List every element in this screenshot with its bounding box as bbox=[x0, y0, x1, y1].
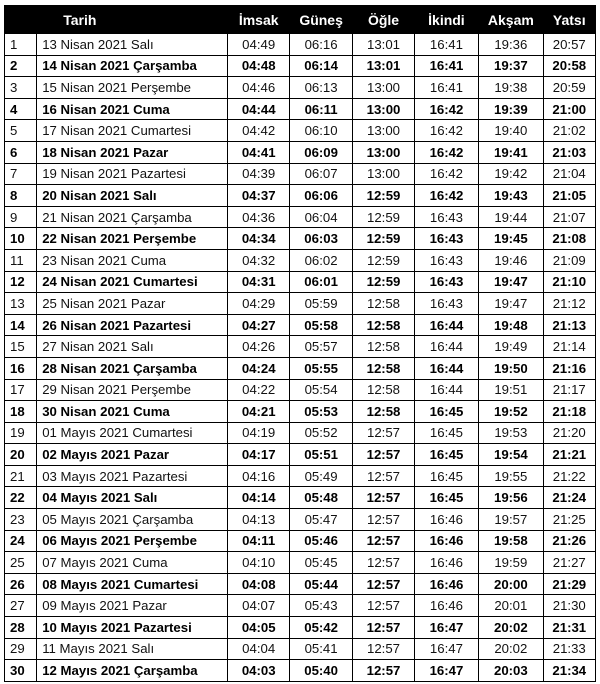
cell-ogle: 12:59 bbox=[353, 206, 414, 228]
cell-date: 14 Nisan 2021 Çarşamba bbox=[37, 55, 228, 77]
cell-imsak: 04:14 bbox=[228, 487, 289, 509]
cell-number: 1 bbox=[5, 34, 37, 56]
table-row bbox=[5, 336, 596, 358]
header-row bbox=[5, 6, 596, 34]
cell-ikindi: 16:44 bbox=[414, 357, 478, 379]
table-row bbox=[5, 401, 596, 423]
cell-number: 4 bbox=[5, 98, 37, 120]
cell-date: 27 Nisan 2021 Salı bbox=[37, 336, 228, 358]
cell-number: 10 bbox=[5, 228, 37, 250]
cell-ikindi: 16:46 bbox=[414, 530, 478, 552]
cell-imsak: 04:34 bbox=[228, 228, 289, 250]
cell-gunes: 05:55 bbox=[289, 357, 352, 379]
cell-date: 03 Mayıs 2021 Pazartesi bbox=[37, 465, 228, 487]
cell-ogle: 12:57 bbox=[353, 638, 414, 660]
cell-ogle: 13:00 bbox=[353, 98, 414, 120]
cell-aksam: 19:57 bbox=[479, 509, 543, 531]
cell-yatsi: 21:02 bbox=[543, 120, 595, 142]
cell-aksam: 19:53 bbox=[479, 422, 543, 444]
table-row bbox=[5, 465, 596, 487]
table-row bbox=[5, 379, 596, 401]
cell-imsak: 04:03 bbox=[228, 660, 289, 682]
cell-number: 22 bbox=[5, 487, 37, 509]
cell-aksam: 19:47 bbox=[479, 271, 543, 293]
cell-imsak: 04:11 bbox=[228, 530, 289, 552]
cell-date: 28 Nisan 2021 Çarşamba bbox=[37, 357, 228, 379]
cell-aksam: 19:38 bbox=[479, 77, 543, 99]
cell-aksam: 19:56 bbox=[479, 487, 543, 509]
cell-date: 30 Nisan 2021 Cuma bbox=[37, 401, 228, 423]
cell-aksam: 19:54 bbox=[479, 444, 543, 466]
header-yatsi: Yatsı bbox=[543, 6, 595, 34]
prayer-times-table-container bbox=[4, 5, 596, 682]
cell-yatsi: 21:16 bbox=[543, 357, 595, 379]
cell-ikindi: 16:45 bbox=[414, 401, 478, 423]
cell-aksam: 20:02 bbox=[479, 638, 543, 660]
header-imsak: İmsak bbox=[228, 6, 289, 34]
cell-ogle: 12:58 bbox=[353, 379, 414, 401]
cell-date: 12 Mayıs 2021 Çarşamba bbox=[37, 660, 228, 682]
table-row bbox=[5, 34, 596, 56]
header-aksam: Akşam bbox=[479, 6, 543, 34]
header-tarih: Tarih bbox=[37, 6, 228, 34]
table-row bbox=[5, 357, 596, 379]
table-row bbox=[5, 98, 596, 120]
cell-imsak: 04:39 bbox=[228, 163, 289, 185]
table-row bbox=[5, 228, 596, 250]
cell-number: 21 bbox=[5, 465, 37, 487]
cell-ikindi: 16:46 bbox=[414, 552, 478, 574]
cell-ogle: 12:58 bbox=[353, 357, 414, 379]
cell-ikindi: 16:45 bbox=[414, 422, 478, 444]
cell-ikindi: 16:45 bbox=[414, 444, 478, 466]
cell-aksam: 19:39 bbox=[479, 98, 543, 120]
header-ikindi: İkindi bbox=[414, 6, 478, 34]
cell-ikindi: 16:41 bbox=[414, 34, 478, 56]
cell-yatsi: 20:59 bbox=[543, 77, 595, 99]
cell-ogle: 12:59 bbox=[353, 271, 414, 293]
cell-gunes: 06:07 bbox=[289, 163, 352, 185]
cell-imsak: 04:36 bbox=[228, 206, 289, 228]
cell-gunes: 05:40 bbox=[289, 660, 352, 682]
cell-date: 07 Mayıs 2021 Cuma bbox=[37, 552, 228, 574]
table-row bbox=[5, 530, 596, 552]
table-row bbox=[5, 595, 596, 617]
cell-number: 6 bbox=[5, 141, 37, 163]
cell-ikindi: 16:47 bbox=[414, 617, 478, 639]
cell-ikindi: 16:43 bbox=[414, 271, 478, 293]
cell-number: 12 bbox=[5, 271, 37, 293]
table-row bbox=[5, 120, 596, 142]
cell-date: 11 Mayıs 2021 Salı bbox=[37, 638, 228, 660]
cell-date: 26 Nisan 2021 Pazartesi bbox=[37, 314, 228, 336]
cell-date: 18 Nisan 2021 Pazar bbox=[37, 141, 228, 163]
table-row bbox=[5, 249, 596, 271]
cell-ikindi: 16:43 bbox=[414, 206, 478, 228]
cell-aksam: 19:37 bbox=[479, 55, 543, 77]
cell-imsak: 04:04 bbox=[228, 638, 289, 660]
cell-number: 7 bbox=[5, 163, 37, 185]
cell-aksam: 19:52 bbox=[479, 401, 543, 423]
cell-number: 16 bbox=[5, 357, 37, 379]
cell-aksam: 19:47 bbox=[479, 293, 543, 315]
cell-date: 04 Mayıs 2021 Salı bbox=[37, 487, 228, 509]
table-row bbox=[5, 444, 596, 466]
cell-imsak: 04:49 bbox=[228, 34, 289, 56]
cell-date: 10 Mayıs 2021 Pazartesi bbox=[37, 617, 228, 639]
cell-date: 24 Nisan 2021 Cumartesi bbox=[37, 271, 228, 293]
cell-gunes: 06:02 bbox=[289, 249, 352, 271]
cell-date: 09 Mayıs 2021 Pazar bbox=[37, 595, 228, 617]
table-row bbox=[5, 206, 596, 228]
cell-imsak: 04:05 bbox=[228, 617, 289, 639]
cell-ogle: 12:57 bbox=[353, 487, 414, 509]
cell-ogle: 13:00 bbox=[353, 77, 414, 99]
header-number bbox=[5, 6, 37, 34]
cell-imsak: 04:37 bbox=[228, 185, 289, 207]
cell-aksam: 19:41 bbox=[479, 141, 543, 163]
table-header bbox=[5, 6, 596, 34]
cell-number: 14 bbox=[5, 314, 37, 336]
cell-gunes: 05:49 bbox=[289, 465, 352, 487]
cell-yatsi: 21:17 bbox=[543, 379, 595, 401]
cell-yatsi: 21:24 bbox=[543, 487, 595, 509]
cell-ikindi: 16:44 bbox=[414, 379, 478, 401]
cell-ogle: 12:57 bbox=[353, 422, 414, 444]
cell-yatsi: 21:04 bbox=[543, 163, 595, 185]
cell-ikindi: 16:42 bbox=[414, 185, 478, 207]
cell-gunes: 06:09 bbox=[289, 141, 352, 163]
cell-gunes: 05:48 bbox=[289, 487, 352, 509]
prayer-times-table bbox=[4, 5, 596, 682]
cell-gunes: 06:01 bbox=[289, 271, 352, 293]
cell-aksam: 19:45 bbox=[479, 228, 543, 250]
cell-ikindi: 16:43 bbox=[414, 249, 478, 271]
cell-ogle: 12:57 bbox=[353, 530, 414, 552]
cell-aksam: 19:36 bbox=[479, 34, 543, 56]
cell-ogle: 12:57 bbox=[353, 595, 414, 617]
cell-ogle: 12:57 bbox=[353, 465, 414, 487]
cell-ikindi: 16:47 bbox=[414, 638, 478, 660]
cell-number: 30 bbox=[5, 660, 37, 682]
cell-date: 08 Mayıs 2021 Cumartesi bbox=[37, 573, 228, 595]
cell-gunes: 06:03 bbox=[289, 228, 352, 250]
cell-ogle: 12:58 bbox=[353, 401, 414, 423]
cell-ogle: 12:57 bbox=[353, 509, 414, 531]
cell-date: 23 Nisan 2021 Cuma bbox=[37, 249, 228, 271]
cell-yatsi: 21:20 bbox=[543, 422, 595, 444]
cell-aksam: 19:55 bbox=[479, 465, 543, 487]
cell-ikindi: 16:44 bbox=[414, 336, 478, 358]
cell-date: 02 Mayıs 2021 Pazar bbox=[37, 444, 228, 466]
table-row bbox=[5, 293, 596, 315]
cell-date: 06 Mayıs 2021 Perşembe bbox=[37, 530, 228, 552]
cell-gunes: 06:16 bbox=[289, 34, 352, 56]
cell-gunes: 05:58 bbox=[289, 314, 352, 336]
cell-gunes: 06:04 bbox=[289, 206, 352, 228]
cell-imsak: 04:16 bbox=[228, 465, 289, 487]
cell-imsak: 04:27 bbox=[228, 314, 289, 336]
table-row bbox=[5, 638, 596, 660]
cell-ikindi: 16:46 bbox=[414, 509, 478, 531]
cell-number: 9 bbox=[5, 206, 37, 228]
cell-aksam: 19:59 bbox=[479, 552, 543, 574]
cell-imsak: 04:07 bbox=[228, 595, 289, 617]
header-ogle: Öğle bbox=[353, 6, 414, 34]
cell-gunes: 05:59 bbox=[289, 293, 352, 315]
cell-date: 15 Nisan 2021 Perşembe bbox=[37, 77, 228, 99]
table-row bbox=[5, 77, 596, 99]
cell-gunes: 06:06 bbox=[289, 185, 352, 207]
cell-yatsi: 21:33 bbox=[543, 638, 595, 660]
cell-aksam: 19:48 bbox=[479, 314, 543, 336]
cell-imsak: 04:44 bbox=[228, 98, 289, 120]
cell-number: 27 bbox=[5, 595, 37, 617]
cell-gunes: 06:11 bbox=[289, 98, 352, 120]
cell-ikindi: 16:46 bbox=[414, 595, 478, 617]
cell-imsak: 04:19 bbox=[228, 422, 289, 444]
cell-ogle: 13:01 bbox=[353, 55, 414, 77]
cell-ikindi: 16:42 bbox=[414, 163, 478, 185]
table-row bbox=[5, 573, 596, 595]
cell-aksam: 19:49 bbox=[479, 336, 543, 358]
cell-date: 13 Nisan 2021 Salı bbox=[37, 34, 228, 56]
cell-yatsi: 21:05 bbox=[543, 185, 595, 207]
cell-ogle: 12:59 bbox=[353, 249, 414, 271]
cell-gunes: 06:14 bbox=[289, 55, 352, 77]
cell-date: 21 Nisan 2021 Çarşamba bbox=[37, 206, 228, 228]
cell-ikindi: 16:42 bbox=[414, 141, 478, 163]
cell-gunes: 05:51 bbox=[289, 444, 352, 466]
cell-yatsi: 21:21 bbox=[543, 444, 595, 466]
table-body bbox=[5, 34, 596, 682]
cell-gunes: 05:53 bbox=[289, 401, 352, 423]
cell-aksam: 20:01 bbox=[479, 595, 543, 617]
table-row bbox=[5, 552, 596, 574]
cell-number: 13 bbox=[5, 293, 37, 315]
cell-imsak: 04:26 bbox=[228, 336, 289, 358]
cell-imsak: 04:42 bbox=[228, 120, 289, 142]
cell-yatsi: 21:14 bbox=[543, 336, 595, 358]
cell-ogle: 12:58 bbox=[353, 314, 414, 336]
cell-ikindi: 16:45 bbox=[414, 487, 478, 509]
cell-number: 5 bbox=[5, 120, 37, 142]
cell-date: 05 Mayıs 2021 Çarşamba bbox=[37, 509, 228, 531]
cell-aksam: 20:02 bbox=[479, 617, 543, 639]
cell-ogle: 12:57 bbox=[353, 552, 414, 574]
cell-ogle: 12:58 bbox=[353, 293, 414, 315]
cell-date: 17 Nisan 2021 Cumartesi bbox=[37, 120, 228, 142]
cell-aksam: 19:46 bbox=[479, 249, 543, 271]
cell-date: 20 Nisan 2021 Salı bbox=[37, 185, 228, 207]
table-row bbox=[5, 509, 596, 531]
table-row bbox=[5, 487, 596, 509]
cell-ikindi: 16:41 bbox=[414, 77, 478, 99]
cell-gunes: 05:43 bbox=[289, 595, 352, 617]
cell-ogle: 12:57 bbox=[353, 573, 414, 595]
cell-number: 8 bbox=[5, 185, 37, 207]
table-row bbox=[5, 271, 596, 293]
cell-gunes: 05:54 bbox=[289, 379, 352, 401]
cell-aksam: 19:42 bbox=[479, 163, 543, 185]
cell-ogle: 12:59 bbox=[353, 185, 414, 207]
cell-ogle: 12:59 bbox=[353, 228, 414, 250]
cell-number: 15 bbox=[5, 336, 37, 358]
cell-imsak: 04:41 bbox=[228, 141, 289, 163]
cell-yatsi: 21:18 bbox=[543, 401, 595, 423]
table-row bbox=[5, 660, 596, 682]
cell-ikindi: 16:47 bbox=[414, 660, 478, 682]
cell-date: 22 Nisan 2021 Perşembe bbox=[37, 228, 228, 250]
cell-date: 19 Nisan 2021 Pazartesi bbox=[37, 163, 228, 185]
cell-yatsi: 21:07 bbox=[543, 206, 595, 228]
cell-date: 25 Nisan 2021 Pazar bbox=[37, 293, 228, 315]
cell-ogle: 12:57 bbox=[353, 660, 414, 682]
table-row bbox=[5, 55, 596, 77]
cell-yatsi: 21:12 bbox=[543, 293, 595, 315]
cell-yatsi: 21:25 bbox=[543, 509, 595, 531]
cell-imsak: 04:48 bbox=[228, 55, 289, 77]
cell-yatsi: 21:10 bbox=[543, 271, 595, 293]
header-gunes: Güneş bbox=[289, 6, 352, 34]
cell-imsak: 04:21 bbox=[228, 401, 289, 423]
cell-date: 29 Nisan 2021 Perşembe bbox=[37, 379, 228, 401]
cell-number: 23 bbox=[5, 509, 37, 531]
cell-yatsi: 21:22 bbox=[543, 465, 595, 487]
cell-yatsi: 21:09 bbox=[543, 249, 595, 271]
cell-aksam: 20:00 bbox=[479, 573, 543, 595]
cell-gunes: 05:42 bbox=[289, 617, 352, 639]
cell-ikindi: 16:43 bbox=[414, 293, 478, 315]
table-row bbox=[5, 314, 596, 336]
table-row bbox=[5, 141, 596, 163]
cell-ogle: 12:58 bbox=[353, 336, 414, 358]
cell-number: 28 bbox=[5, 617, 37, 639]
cell-imsak: 04:13 bbox=[228, 509, 289, 531]
cell-number: 20 bbox=[5, 444, 37, 466]
table-row bbox=[5, 163, 596, 185]
cell-aksam: 19:50 bbox=[479, 357, 543, 379]
cell-gunes: 05:47 bbox=[289, 509, 352, 531]
cell-gunes: 05:41 bbox=[289, 638, 352, 660]
table-row bbox=[5, 185, 596, 207]
cell-ogle: 13:01 bbox=[353, 34, 414, 56]
cell-ogle: 13:00 bbox=[353, 163, 414, 185]
cell-yatsi: 21:31 bbox=[543, 617, 595, 639]
cell-imsak: 04:08 bbox=[228, 573, 289, 595]
cell-date: 16 Nisan 2021 Cuma bbox=[37, 98, 228, 120]
cell-yatsi: 21:13 bbox=[543, 314, 595, 336]
cell-gunes: 05:46 bbox=[289, 530, 352, 552]
cell-yatsi: 21:27 bbox=[543, 552, 595, 574]
cell-aksam: 19:43 bbox=[479, 185, 543, 207]
cell-yatsi: 21:29 bbox=[543, 573, 595, 595]
cell-number: 25 bbox=[5, 552, 37, 574]
cell-imsak: 04:10 bbox=[228, 552, 289, 574]
cell-imsak: 04:24 bbox=[228, 357, 289, 379]
table-row bbox=[5, 617, 596, 639]
cell-imsak: 04:31 bbox=[228, 271, 289, 293]
cell-yatsi: 21:00 bbox=[543, 98, 595, 120]
cell-imsak: 04:22 bbox=[228, 379, 289, 401]
cell-imsak: 04:29 bbox=[228, 293, 289, 315]
cell-imsak: 04:32 bbox=[228, 249, 289, 271]
cell-ikindi: 16:42 bbox=[414, 98, 478, 120]
cell-number: 11 bbox=[5, 249, 37, 271]
cell-number: 18 bbox=[5, 401, 37, 423]
cell-number: 26 bbox=[5, 573, 37, 595]
cell-ogle: 13:00 bbox=[353, 141, 414, 163]
cell-gunes: 06:13 bbox=[289, 77, 352, 99]
cell-yatsi: 21:03 bbox=[543, 141, 595, 163]
cell-number: 19 bbox=[5, 422, 37, 444]
cell-ikindi: 16:42 bbox=[414, 120, 478, 142]
cell-gunes: 06:10 bbox=[289, 120, 352, 142]
cell-aksam: 20:03 bbox=[479, 660, 543, 682]
table-row bbox=[5, 422, 596, 444]
cell-gunes: 05:57 bbox=[289, 336, 352, 358]
cell-yatsi: 20:57 bbox=[543, 34, 595, 56]
cell-aksam: 19:51 bbox=[479, 379, 543, 401]
cell-aksam: 19:40 bbox=[479, 120, 543, 142]
cell-ikindi: 16:46 bbox=[414, 573, 478, 595]
cell-gunes: 05:45 bbox=[289, 552, 352, 574]
cell-number: 29 bbox=[5, 638, 37, 660]
cell-ikindi: 16:45 bbox=[414, 465, 478, 487]
cell-yatsi: 21:08 bbox=[543, 228, 595, 250]
cell-ikindi: 16:44 bbox=[414, 314, 478, 336]
cell-gunes: 05:52 bbox=[289, 422, 352, 444]
cell-date: 01 Mayıs 2021 Cumartesi bbox=[37, 422, 228, 444]
cell-ogle: 12:57 bbox=[353, 444, 414, 466]
cell-ikindi: 16:43 bbox=[414, 228, 478, 250]
cell-imsak: 04:46 bbox=[228, 77, 289, 99]
cell-imsak: 04:17 bbox=[228, 444, 289, 466]
cell-yatsi: 21:30 bbox=[543, 595, 595, 617]
cell-number: 17 bbox=[5, 379, 37, 401]
cell-aksam: 19:44 bbox=[479, 206, 543, 228]
cell-yatsi: 21:26 bbox=[543, 530, 595, 552]
cell-number: 2 bbox=[5, 55, 37, 77]
cell-ogle: 12:57 bbox=[353, 617, 414, 639]
cell-ikindi: 16:41 bbox=[414, 55, 478, 77]
cell-yatsi: 20:58 bbox=[543, 55, 595, 77]
cell-number: 24 bbox=[5, 530, 37, 552]
cell-ogle: 13:00 bbox=[353, 120, 414, 142]
cell-yatsi: 21:34 bbox=[543, 660, 595, 682]
cell-gunes: 05:44 bbox=[289, 573, 352, 595]
cell-aksam: 19:58 bbox=[479, 530, 543, 552]
cell-number: 3 bbox=[5, 77, 37, 99]
